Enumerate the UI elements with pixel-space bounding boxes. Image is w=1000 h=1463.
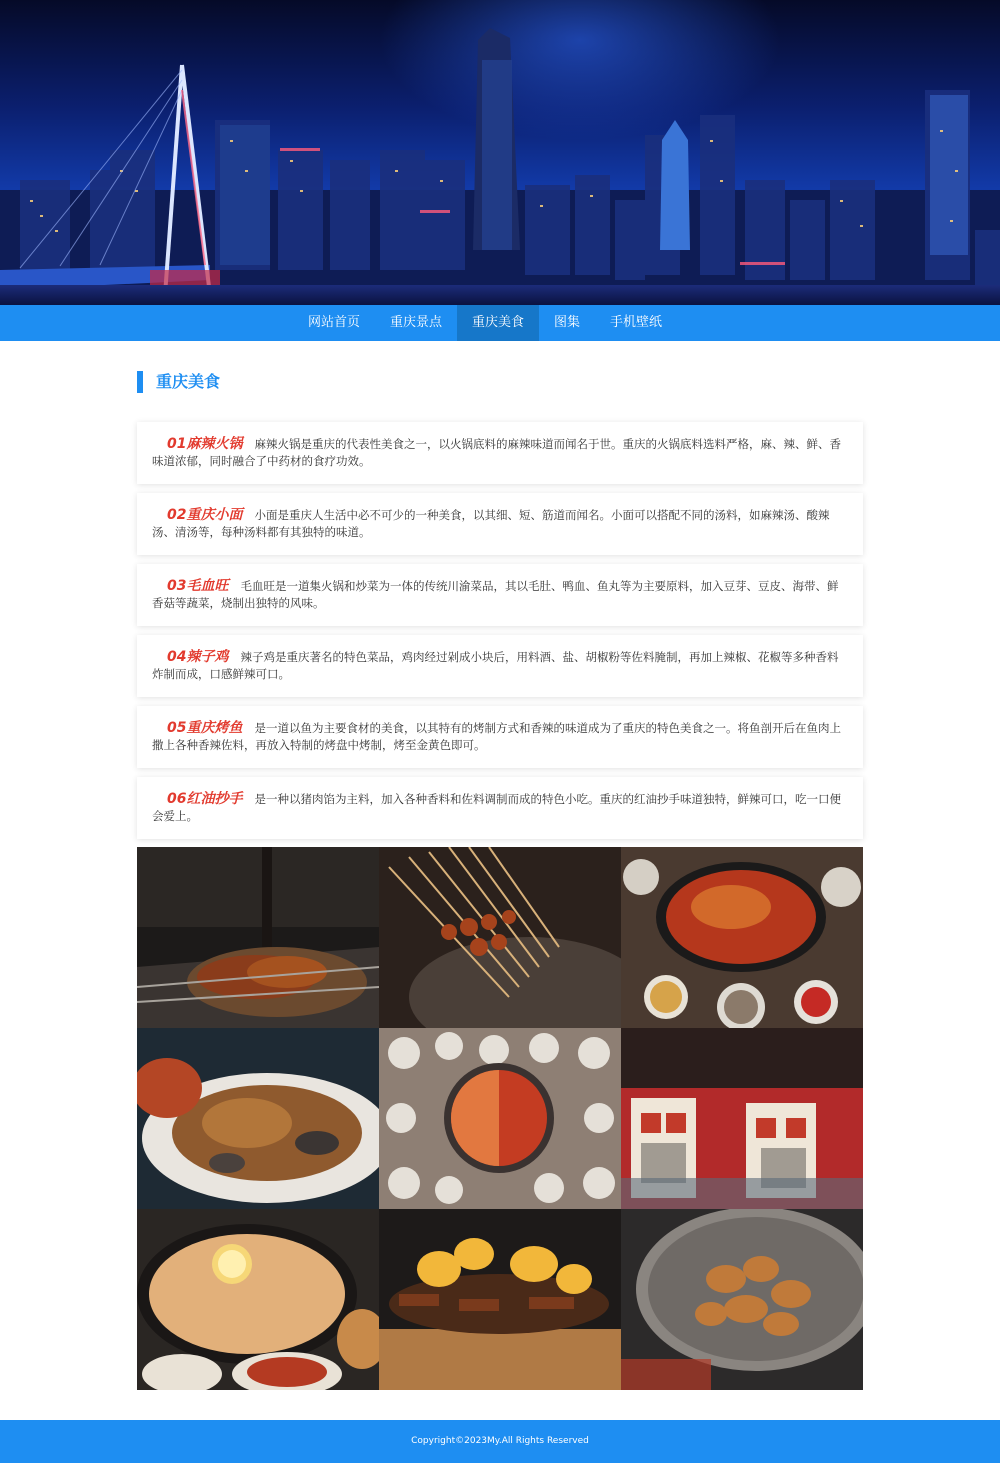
food-name: 02重庆小面	[167, 507, 243, 523]
nav-list	[293, 305, 677, 341]
food-photo[interactable]	[379, 1028, 621, 1209]
footer	[0, 1420, 1000, 1463]
food-list	[137, 422, 863, 848]
nav-item-home[interactable]: 网站首页	[307, 315, 360, 330]
food-card	[137, 564, 863, 626]
food-photo[interactable]	[137, 847, 379, 1028]
food-photo[interactable]	[379, 847, 621, 1028]
food-desc: 麻辣火锅是重庆的代表性美食之一，以火锅底料的麻辣味道而闻名于世。重庆的火锅底料选料严格，麻、辣、鲜、香味道浓郁，同时融合了中药材的食疗功效。	[152, 437, 841, 468]
food-card	[137, 493, 863, 555]
food-card	[137, 777, 863, 839]
main-nav	[0, 305, 1000, 341]
hero-banner	[0, 0, 1000, 305]
food-name: 01麻辣火锅	[167, 436, 243, 452]
food-photo[interactable]	[379, 1209, 621, 1390]
food-desc: 是一道以鱼为主要食材的美食，以其特有的烤制方式和香辣的味道成为了重庆的特色美食之一。将鱼剖开后在鱼肉上撒上各种香辣佐料，再放入特制的烤盘中烤制，烤至金黄色即可。	[152, 721, 841, 752]
section-title: 重庆美食	[137, 371, 220, 393]
nav-item-attractions[interactable]: 重庆景点	[389, 315, 442, 330]
food-card	[137, 422, 863, 484]
food-name: 06红油抄手	[167, 791, 243, 807]
food-desc: 是一种以猪肉馅为主料，加入各种香料和佐料调制而成的特色小吃。重庆的红油抄手味道独特，鲜辣可口，吃一口便会爱上。	[152, 792, 841, 823]
food-name: 03毛血旺	[167, 578, 229, 594]
food-card	[137, 635, 863, 697]
food-name: 05重庆烤鱼	[167, 720, 243, 736]
food-desc: 辣子鸡是重庆著名的特色菜品，鸡肉经过剁成小块后，用料酒、盐、胡椒粉等佐料腌制，再加上辣椒、花椒等多种香料炸制而成，口感鲜辣可口。	[152, 650, 839, 681]
food-photo[interactable]	[137, 1028, 379, 1209]
nav-item-gallery[interactable]: 图集	[554, 315, 581, 330]
copyright-text: Copyright©2023My.All Rights Reserved	[411, 1436, 589, 1446]
nav-item-wallpapers[interactable]: 手机壁纸	[610, 315, 663, 330]
food-photo[interactable]	[621, 847, 863, 1028]
nav-item-food[interactable]: 重庆美食	[457, 305, 539, 341]
food-desc: 毛血旺是一道集火锅和炒菜为一体的传统川渝菜品，其以毛肚、鸭血、鱼丸等为主要原料，加入豆芽、豆皮、海带、鲜香菇等蔬菜，烧制出独特的风味。	[152, 579, 839, 610]
food-photo[interactable]	[621, 1028, 863, 1209]
skyline-image	[0, 0, 1000, 305]
food-photo[interactable]	[621, 1209, 863, 1390]
food-photo-gallery	[137, 847, 863, 1390]
food-desc: 小面是重庆人生活中必不可少的一种美食，以其细、短、筋道而闻名。小面可以搭配不同的汤料，如麻辣汤、酸辣汤、清汤等，每种汤料都有其独特的味道。	[152, 508, 830, 539]
food-card	[137, 706, 863, 768]
food-photo[interactable]	[137, 1209, 379, 1390]
food-name: 04辣子鸡	[167, 649, 229, 665]
